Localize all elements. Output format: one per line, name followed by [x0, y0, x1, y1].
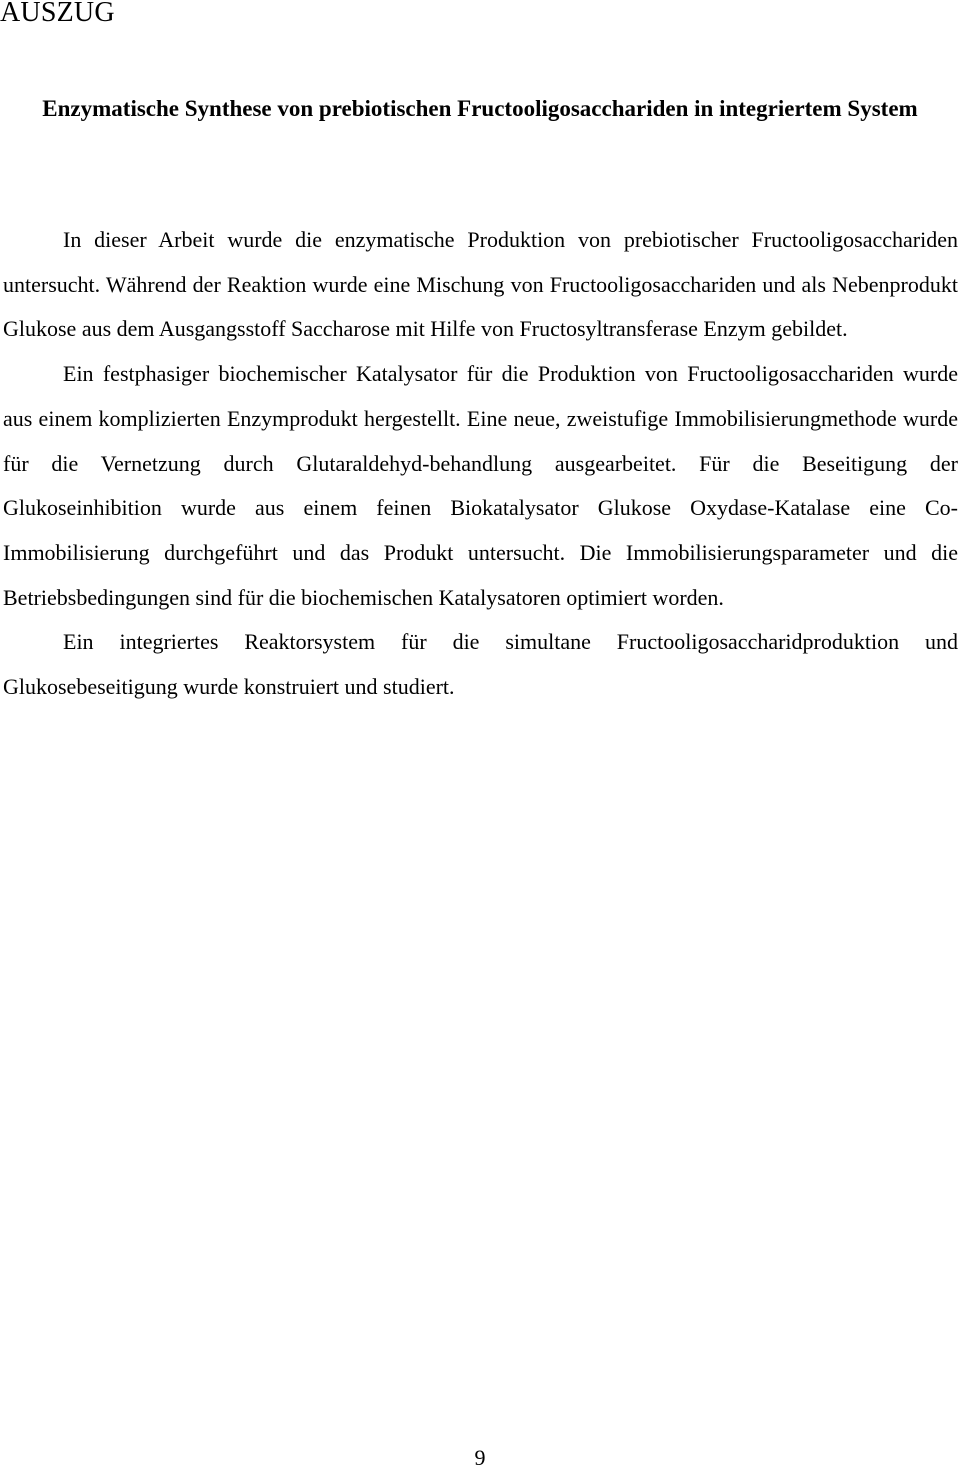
section-heading: AUSZUG: [0, 0, 115, 28]
paragraph-3: Ein integriertes Reaktorsystem für die simultane Fructooligosaccharidproduktion und Glukosebeseitigung wurde konstruiert und studiert.: [3, 629, 958, 700]
paragraph-1: In dieser Arbeit wurde die enzymatische Produktion von prebiotischer Fructooligosacchariden untersucht. Während der Reaktion wurde eine Mischung von Fructooligosacchariden und als Nebenprodukt Glukose aus dem Ausgangsstoff Saccharose mit Hilfe von Fructosyltransferase Enzym gebildet.: [3, 227, 958, 342]
document-title: Enzymatische Synthese von prebiotischen Fructooligosacchariden in integriertem System: [42, 96, 918, 121]
paragraph-2: Ein festphasiger biochemischer Katalysator für die Produktion von Fructooligosacchariden wurde aus einem komplizierten Enzymprodukt hergestellt. Eine neue, zweistufige Immobilisierungmethode wurde für die Vernetzung durch Glutaraldehyd-behandlung ausgearbeitet. Für die Beseitigung der Glukoseinhibition wurde aus einem feinen Biokatalysator Glukose Oxydase-Katalase eine Co-Immobilisierung durchgeführt und das Produkt untersucht. Die Immobilisierungsparameter und die Betriebsbedingungen sind für die biochemischen Katalysatoren optimiert worden.: [3, 361, 958, 610]
page-number: 9: [474, 1445, 486, 1470]
abstract-body: [3, 218, 958, 710]
